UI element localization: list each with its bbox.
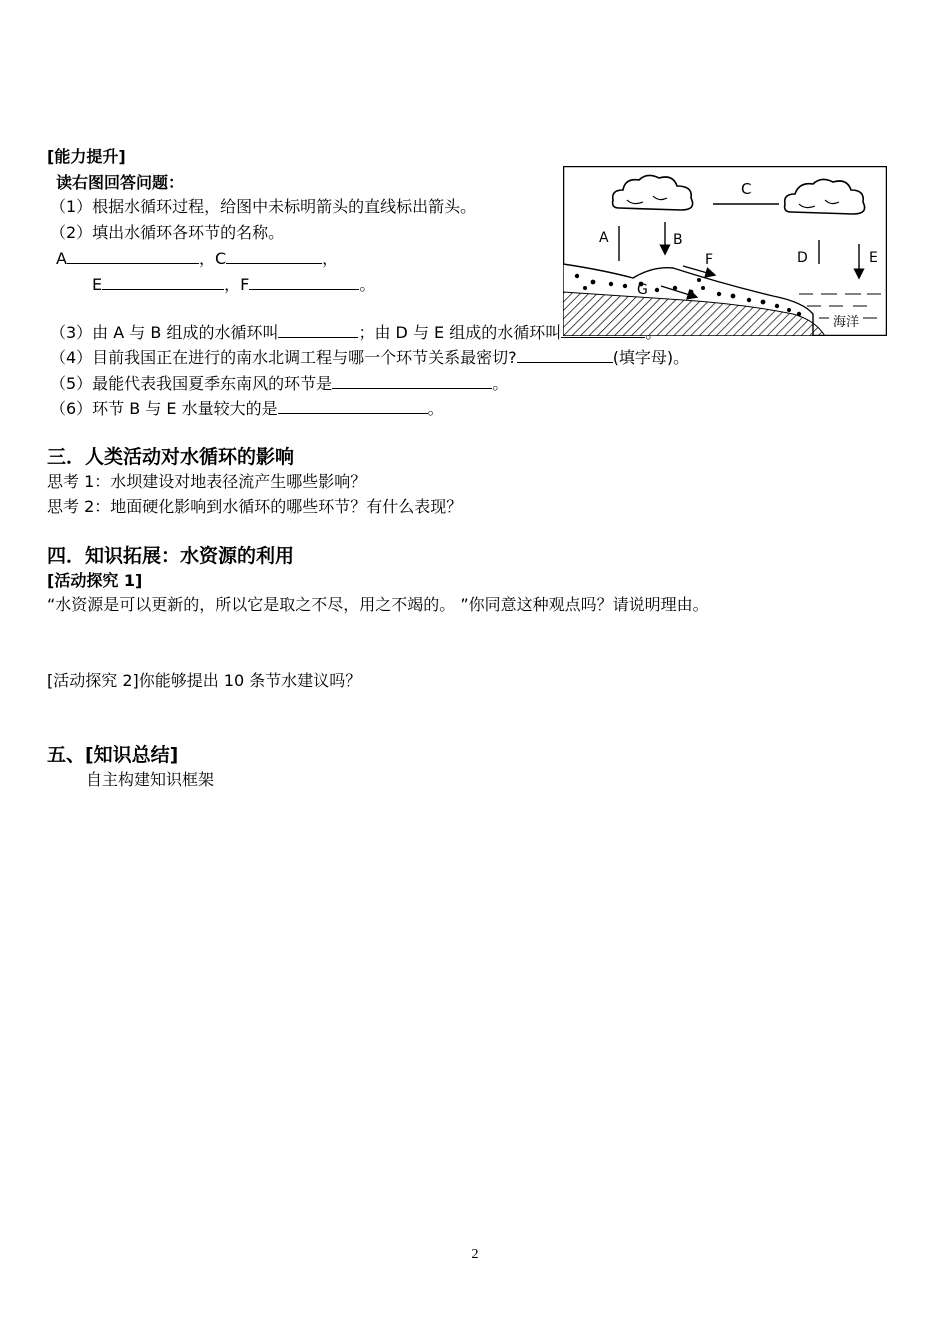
section-3-title: 三．人类活动对水循环的影响 xyxy=(47,446,295,468)
think-1: 思考 1：水坝建设对地表径流产生哪些影响？ xyxy=(47,472,367,491)
q5-text: （5）最能代表我国夏季东南风的环节是 xyxy=(50,374,333,393)
question-6 xyxy=(50,397,444,420)
label-a-text: A xyxy=(599,230,609,246)
question-5 xyxy=(50,372,508,395)
label-f-text: F xyxy=(705,252,714,268)
answer-blank-f[interactable] xyxy=(249,273,359,290)
answer-blank-c[interactable] xyxy=(226,247,322,264)
activity-1-quote: “水资源是可以更新的，所以它是取之不尽，用之不竭的。 ”你同意这种观点吗？请说明理由。 xyxy=(47,595,709,614)
label-e: E xyxy=(92,275,103,294)
label-c: ，C xyxy=(198,249,227,268)
q6-text: （6）环节 B 与 E 水量较大的是 xyxy=(50,399,278,418)
question-2: （2）填出水循环各环节的名称。 xyxy=(50,223,285,242)
answer-blank-a[interactable] xyxy=(67,247,199,264)
label-sea-text: 海洋 xyxy=(833,315,860,330)
blank-row-ef xyxy=(92,273,375,296)
answer-blank-q4[interactable] xyxy=(517,346,613,363)
q6-end: 。 xyxy=(427,399,444,418)
question-1: （1）根据水循环过程，给图中未标明箭头的直线标出箭头。 xyxy=(50,197,477,216)
ability-header: [能力提升] xyxy=(47,147,126,166)
label-a: A xyxy=(56,249,67,268)
section-5-title: 五、[知识总结] xyxy=(47,744,179,766)
label-b-text: B xyxy=(673,232,683,248)
section-4-title: 四．知识拓展：水资源的利用 xyxy=(47,545,295,567)
answer-blank-q5[interactable] xyxy=(332,372,492,389)
section-5-sub: 自主构建知识框架 xyxy=(86,770,215,789)
label-d-text: D xyxy=(797,250,808,266)
q4-text: （4）目前我国正在进行的南水北调工程与哪一个环节关系最密切? xyxy=(50,348,517,367)
ability-prompt: 读右图回答问题： xyxy=(56,173,185,192)
activity-1-label: [活动探究 1] xyxy=(47,571,143,590)
answer-blank-q6[interactable] xyxy=(278,397,428,414)
label-f: ，F xyxy=(224,275,250,294)
q3-part-a: （3）由 A 与 B 组成的水循环叫 xyxy=(50,323,279,342)
water-cycle-diagram xyxy=(563,166,887,336)
answer-blank-q3a[interactable] xyxy=(278,321,358,338)
answer-blank-e[interactable] xyxy=(102,273,224,290)
q4-end: (填字母)。 xyxy=(612,348,690,367)
question-4 xyxy=(50,346,689,369)
label-g-text: G xyxy=(637,282,648,298)
label-c-end: ， xyxy=(322,249,339,268)
q3-part-b: ；由 D 与 E 组成的水循环叫 xyxy=(358,323,562,342)
label-c-text: C xyxy=(741,180,752,198)
label-e-text: E xyxy=(869,250,878,266)
think-2: 思考 2：地面硬化影响到水循环的哪些环节？有什么表现？ xyxy=(47,497,463,516)
label-f-end: 。 xyxy=(359,275,376,294)
activity-2: [活动探究 2]你能够提出 10 条节水建议吗？ xyxy=(47,671,362,690)
page-number: 2 xyxy=(471,1247,479,1262)
q5-end: 。 xyxy=(492,374,509,393)
blank-row-ac xyxy=(56,247,338,270)
